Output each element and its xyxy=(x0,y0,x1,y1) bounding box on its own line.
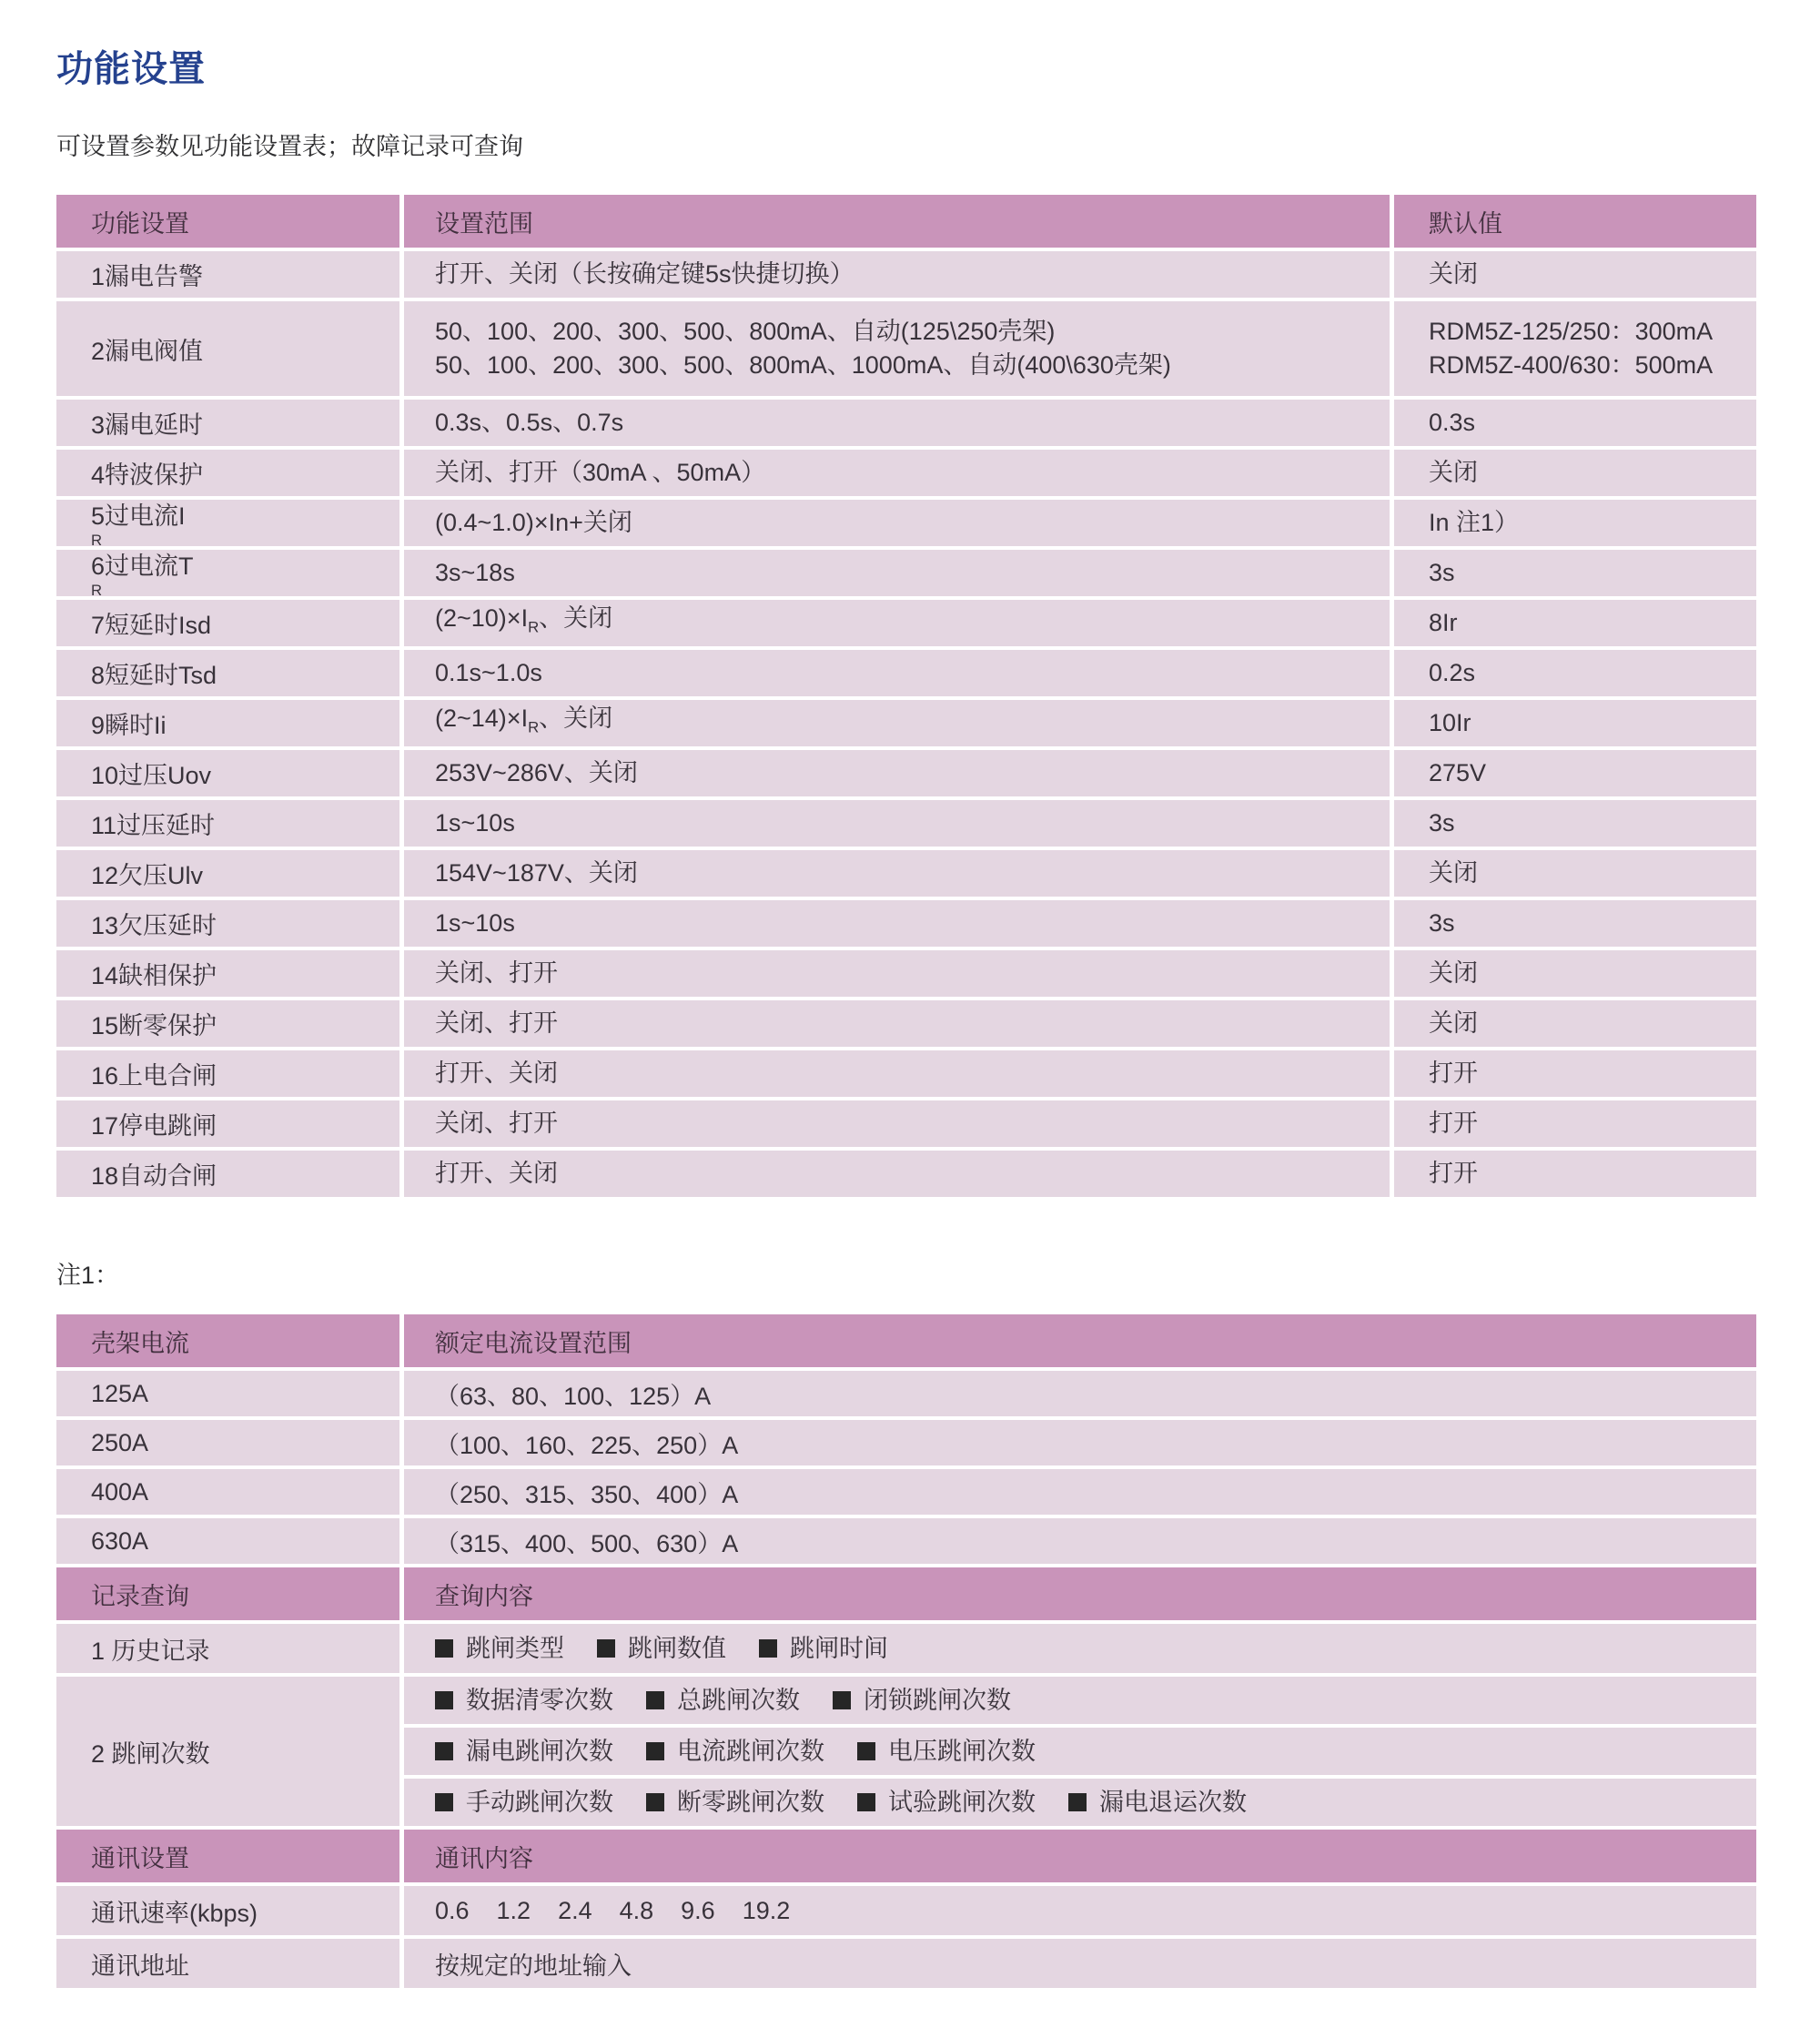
frame-table-row xyxy=(56,1420,1756,1465)
cell-function-name: 5过电流I R xyxy=(56,500,399,546)
black-square-icon xyxy=(597,1639,615,1658)
cell-line: 关闭 xyxy=(1429,1009,1478,1037)
cell-setting-range xyxy=(404,251,1390,298)
cell-line: RDM5Z-400/630：500mA xyxy=(1429,351,1714,379)
bullet-item: 闭锁跳闸次数 xyxy=(833,1687,1011,1714)
bullet-item: 漏电跳闸次数 xyxy=(435,1738,613,1765)
table-row xyxy=(56,800,1756,847)
table-row xyxy=(56,500,1756,549)
cell-line: In 注1） xyxy=(1429,509,1520,536)
cell-line: 关闭 xyxy=(1429,260,1478,288)
trip-count-subrow xyxy=(404,1728,1756,1775)
black-square-icon xyxy=(435,1691,453,1709)
cell-line: 154V~187V、关闭 xyxy=(435,859,638,887)
cell-line: 3s xyxy=(1429,809,1455,837)
bullet-item: 跳闸时间 xyxy=(759,1635,888,1662)
cell-label: 400A xyxy=(56,1469,399,1515)
cell-setting-range xyxy=(404,400,1390,446)
page-subtitle: 可设置参数见功能设置表；故障记录可查询 xyxy=(56,133,523,160)
cell-setting-range xyxy=(404,450,1390,496)
cell-line: 50、100、200、300、500、800mA、1000mA、自动(400\630壳架) xyxy=(435,351,1171,379)
black-square-icon xyxy=(435,1639,453,1658)
cell-line: 3s~18s xyxy=(435,559,515,586)
cell-function-name: 7短延时Isd xyxy=(56,600,399,646)
cell-default-value xyxy=(1394,500,1756,546)
cell-line: 3s xyxy=(1429,559,1455,586)
cell-setting-range xyxy=(404,800,1390,847)
cell-default-value xyxy=(1394,1000,1756,1047)
cell-line: 关闭 xyxy=(1429,959,1478,987)
cell-default-value xyxy=(1394,950,1756,997)
content-area xyxy=(56,0,1756,1988)
cell-setting-range xyxy=(404,1050,1390,1097)
cell-line: 10Ir xyxy=(1429,709,1471,736)
black-square-icon xyxy=(435,1793,453,1811)
cell-function-name: 17停电跳闸 xyxy=(56,1100,399,1147)
record-table-header-row xyxy=(56,1567,1756,1620)
cell-value: （100、160、225、250）A xyxy=(404,1420,1756,1465)
black-square-icon xyxy=(1068,1793,1087,1811)
table-row xyxy=(56,750,1756,796)
note-label: 注1： xyxy=(56,1262,120,1289)
cell-default-value xyxy=(1394,251,1756,298)
trip-count-row xyxy=(56,1677,1756,1826)
cell-label: 2 跳闸次数 xyxy=(56,1677,399,1826)
cell-label: 125A xyxy=(56,1371,399,1416)
cell-default-value xyxy=(1394,550,1756,596)
cell-line: 0.2s xyxy=(1429,659,1476,686)
bullet-item: 跳闸数值 xyxy=(597,1635,726,1662)
cell-setting-range xyxy=(404,900,1390,947)
cell-line: 0.3s、0.5s、0.7s xyxy=(435,409,624,436)
cell-default-value xyxy=(1394,850,1756,897)
table-row xyxy=(56,1151,1756,1197)
cell-label: 通讯速率(kbps) xyxy=(56,1886,399,1935)
header-cell-left: 通讯设置 xyxy=(56,1830,399,1882)
cell-default-value xyxy=(1394,800,1756,847)
table-row xyxy=(56,450,1756,496)
cell-function-name: 13欠压延时 xyxy=(56,900,399,947)
cell-setting-range xyxy=(404,750,1390,796)
bullet-item: 电压跳闸次数 xyxy=(857,1738,1036,1765)
cell-setting-range xyxy=(404,1100,1390,1147)
cell-setting-range xyxy=(404,950,1390,997)
bullet-item: 漏电退运次数 xyxy=(1068,1789,1247,1816)
cell-function-name: 4特波保护 xyxy=(56,450,399,496)
header-cell-right: 查询内容 xyxy=(404,1567,1756,1620)
header-cell-left: 壳架电流 xyxy=(56,1314,399,1367)
comm-table-header-row xyxy=(56,1830,1756,1882)
bullet-line xyxy=(435,1684,1756,1718)
page-title: 功能设置 xyxy=(56,49,206,89)
table-row xyxy=(56,850,1756,897)
cell-label: 250A xyxy=(56,1420,399,1465)
cell-function-name: 16上电合闸 xyxy=(56,1050,399,1097)
black-square-icon xyxy=(646,1742,664,1760)
cell-setting-range xyxy=(404,500,1390,546)
cell-line: 3s xyxy=(1429,909,1455,937)
cell-line: 关闭 xyxy=(1429,859,1478,887)
cell-line: 打开、关闭 xyxy=(435,1060,558,1087)
cell-value xyxy=(404,1624,1756,1673)
black-square-icon xyxy=(646,1793,664,1811)
cell-function-name: 1漏电告警 xyxy=(56,251,399,298)
cell-line: 50、100、200、300、500、800mA、自动(125\250壳架) xyxy=(435,318,1056,345)
cell-line: $(2\sim 14)\times I_R$、关闭 xyxy=(435,705,613,736)
cell-line: 1s~10s xyxy=(435,809,515,837)
bullet-item: 数据清零次数 xyxy=(435,1687,613,1714)
black-square-icon xyxy=(435,1742,453,1760)
cell-function-name: 9瞬时Ii xyxy=(56,700,399,746)
cell-default-value xyxy=(1394,700,1756,746)
table-row xyxy=(56,251,1756,298)
cell-line: 关闭、打开（30mA 、50mA） xyxy=(435,459,766,486)
cell-line: (0.4~1.0)×In+关闭 xyxy=(435,509,632,536)
function-table-header-row xyxy=(56,195,1756,248)
cell-line: RDM5Z-125/250：300mA xyxy=(1429,318,1714,345)
history-record-row xyxy=(56,1624,1756,1673)
black-square-icon xyxy=(833,1691,851,1709)
bullet-line xyxy=(435,1786,1756,1820)
comm-table-row xyxy=(56,1939,1756,1988)
cell-line: 8Ir xyxy=(1429,609,1458,636)
cell-function-name: 15断零保护 xyxy=(56,1000,399,1047)
cell-default-value xyxy=(1394,900,1756,947)
cell-line: 关闭 xyxy=(1429,459,1478,486)
header-cell-default: 默认值 xyxy=(1394,195,1756,248)
cell-line: 0.3s xyxy=(1429,409,1476,436)
cell-setting-range xyxy=(404,700,1390,746)
bullet-line xyxy=(435,1735,1756,1769)
cell-function-name: 6过电流T R xyxy=(56,550,399,596)
black-square-icon xyxy=(646,1691,664,1709)
cell-default-value xyxy=(1394,650,1756,696)
table-row xyxy=(56,400,1756,446)
cell-setting-range xyxy=(404,301,1390,396)
frame-table-header-row xyxy=(56,1314,1756,1367)
bullet-item: 跳闸类型 xyxy=(435,1635,564,1662)
black-square-icon xyxy=(857,1742,875,1760)
function-settings-table xyxy=(56,195,1756,1197)
cell-line: 关闭、打开 xyxy=(435,959,558,987)
frame-table-row xyxy=(56,1518,1756,1564)
cell-line: 275V xyxy=(1429,759,1487,786)
cell-label: 1 历史记录 xyxy=(56,1624,399,1673)
header-cell-range: 设置范围 xyxy=(404,195,1390,248)
frame-table-row xyxy=(56,1371,1756,1416)
spec-tables xyxy=(56,1314,1756,1988)
frame-table-row xyxy=(56,1469,1756,1515)
cell-label: 630A xyxy=(56,1518,399,1564)
cell-default-value xyxy=(1394,1050,1756,1097)
cell-line: 253V~286V、关闭 xyxy=(435,759,638,786)
cell-default-value xyxy=(1394,750,1756,796)
cell-line: 打开 xyxy=(1429,1110,1478,1137)
cell-line: $(2\sim 10)\times I_R$、关闭 xyxy=(435,604,613,636)
cell-function-name: 10过压Uov xyxy=(56,750,399,796)
cell-line: 打开 xyxy=(1429,1060,1478,1087)
header-cell-right: 额定电流设置范围 xyxy=(404,1314,1756,1367)
cell-function-name: 14缺相保护 xyxy=(56,950,399,997)
cell-line: 打开 xyxy=(1429,1160,1478,1187)
cell-default-value xyxy=(1394,450,1756,496)
cell-function-name: 12欠压Ulv xyxy=(56,850,399,897)
cell-line: 关闭、打开 xyxy=(435,1009,558,1037)
cell-value: （250、315、350、400）A xyxy=(404,1469,1756,1515)
trip-count-subrow xyxy=(404,1677,1756,1724)
header-cell-function: 功能设置 xyxy=(56,195,399,248)
bullet-item: 总跳闸次数 xyxy=(646,1687,800,1714)
cell-label: 通讯地址 xyxy=(56,1939,399,1988)
cell-line: 1s~10s xyxy=(435,909,515,937)
cell-function-name: 11过压延时 xyxy=(56,800,399,847)
cell-value: （315、400、500、630）A xyxy=(404,1518,1756,1564)
cell-default-value xyxy=(1394,301,1756,396)
cell-line: 0.1s~1.0s xyxy=(435,659,542,686)
table-row xyxy=(56,550,1756,599)
cell-value: 按规定的地址输入 xyxy=(404,1939,1756,1988)
cell-default-value xyxy=(1394,1100,1756,1147)
cell-function-name: 2漏电阀值 xyxy=(56,301,399,396)
cell-function-name: 8短延时Tsd xyxy=(56,650,399,696)
cell-setting-range xyxy=(404,550,1390,596)
bullet-line xyxy=(435,1632,1756,1666)
cell-function-name: 3漏电延时 xyxy=(56,400,399,446)
cell-line: 打开、关闭 xyxy=(435,1160,558,1187)
table-row xyxy=(56,1000,1756,1047)
table-row xyxy=(56,1100,1756,1147)
black-square-icon xyxy=(857,1793,875,1811)
table-row xyxy=(56,600,1756,646)
trip-count-sublist xyxy=(404,1677,1756,1826)
cell-default-value xyxy=(1394,600,1756,646)
cell-default-value xyxy=(1394,400,1756,446)
table-row xyxy=(56,650,1756,696)
black-square-icon xyxy=(759,1639,777,1658)
cell-function-name: 18自动合闸 xyxy=(56,1151,399,1197)
bullet-item: 断零跳闸次数 xyxy=(646,1789,824,1816)
comm-table-row xyxy=(56,1886,1756,1935)
header-cell-left: 记录查询 xyxy=(56,1567,399,1620)
table-row xyxy=(56,301,1756,396)
cell-setting-range xyxy=(404,600,1390,646)
bullet-item: 试验跳闸次数 xyxy=(857,1789,1036,1816)
cell-setting-range xyxy=(404,1000,1390,1047)
cell-line: 打开、关闭（长按确定键5s快捷切换） xyxy=(435,260,854,288)
table-row xyxy=(56,950,1756,997)
table-row xyxy=(56,1050,1756,1097)
bullet-item: 手动跳闸次数 xyxy=(435,1789,613,1816)
cell-setting-range xyxy=(404,1151,1390,1197)
table-row xyxy=(56,700,1756,746)
trip-count-subrow xyxy=(404,1779,1756,1826)
cell-value: 0.6 1.2 2.4 4.8 9.6 19.2 xyxy=(404,1886,1756,1935)
cell-value: （63、80、100、125）A xyxy=(404,1371,1756,1416)
header-cell-right: 通讯内容 xyxy=(404,1830,1756,1882)
bullet-item: 电流跳闸次数 xyxy=(646,1738,824,1765)
cell-line: 关闭、打开 xyxy=(435,1110,558,1137)
cell-setting-range xyxy=(404,850,1390,897)
cell-setting-range xyxy=(404,650,1390,696)
table-row xyxy=(56,900,1756,947)
cell-default-value xyxy=(1394,1151,1756,1197)
